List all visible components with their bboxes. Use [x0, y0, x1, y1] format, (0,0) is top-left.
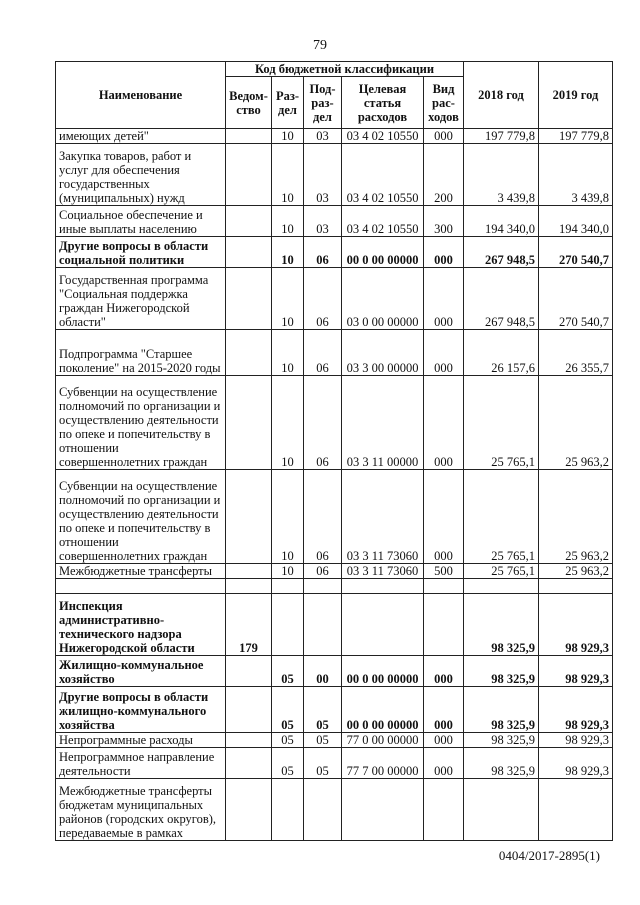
- cell-dept: [226, 779, 272, 841]
- table-body: [56, 129, 613, 841]
- cell-sec: 05: [272, 748, 304, 779]
- cell-sec: 10: [272, 470, 304, 564]
- table-row: [56, 656, 613, 687]
- cell-sec: 05: [272, 687, 304, 733]
- cell-dept: [226, 330, 272, 376]
- cell-y2019: 98 929,3: [539, 594, 613, 656]
- cell-sec: 10: [272, 237, 304, 268]
- document-code: 0404/2017-2895(1): [498, 848, 600, 863]
- cell-sec: [272, 579, 304, 594]
- cell-type: [424, 779, 464, 841]
- cell-type: 000: [424, 748, 464, 779]
- cell-dept: [226, 733, 272, 748]
- cell-sub: 06: [304, 564, 342, 579]
- col-header-name: Наименование: [56, 62, 226, 129]
- cell-y2018: 98 325,9: [464, 748, 539, 779]
- cell-type: [424, 579, 464, 594]
- cell-target: 03 3 00 00000: [342, 330, 424, 376]
- cell-y2019: [539, 779, 613, 841]
- cell-sub: 06: [304, 330, 342, 376]
- cell-sec: [272, 779, 304, 841]
- cell-y2018: [464, 579, 539, 594]
- table-row: [56, 470, 613, 564]
- cell-sec: 10: [272, 129, 304, 144]
- table-row: [56, 206, 613, 237]
- cell-sub: 05: [304, 687, 342, 733]
- cell-y2019: 98 929,3: [539, 687, 613, 733]
- cell-name: Подпрограмма "Старшее поколение" на 2015-2020 годы: [56, 330, 226, 376]
- cell-sub: 06: [304, 376, 342, 470]
- table-row: [56, 376, 613, 470]
- cell-name: Другие вопросы в области социальной политики: [56, 237, 226, 268]
- table-row: [56, 129, 613, 144]
- cell-type: [424, 594, 464, 656]
- col-header-dept: Ведом- ство: [226, 77, 272, 129]
- cell-y2018: 26 157,6: [464, 330, 539, 376]
- table-row: [56, 579, 613, 594]
- cell-y2019: 26 355,7: [539, 330, 613, 376]
- cell-name: Межбюджетные трансферты: [56, 564, 226, 579]
- cell-sub: 05: [304, 733, 342, 748]
- cell-type: 000: [424, 376, 464, 470]
- cell-dept: [226, 656, 272, 687]
- cell-y2019: 25 963,2: [539, 376, 613, 470]
- cell-dept: [226, 144, 272, 206]
- cell-dept: [226, 376, 272, 470]
- col-header-exp-type: Вид рас- ходов: [424, 77, 464, 129]
- cell-target: 03 0 00 00000: [342, 268, 424, 330]
- cell-target: 00 0 00 00000: [342, 656, 424, 687]
- cell-y2019: [539, 579, 613, 594]
- cell-type: 000: [424, 656, 464, 687]
- col-header-code-group: Код бюджетной классификации: [226, 62, 464, 77]
- cell-y2018: 267 948,5: [464, 268, 539, 330]
- cell-y2018: 25 765,1: [464, 564, 539, 579]
- cell-y2018: 25 765,1: [464, 376, 539, 470]
- cell-target: 03 4 02 10550: [342, 144, 424, 206]
- cell-sec: 10: [272, 376, 304, 470]
- cell-y2019: 98 929,3: [539, 656, 613, 687]
- cell-dept: [226, 748, 272, 779]
- cell-y2019: 98 929,3: [539, 733, 613, 748]
- table-row: [56, 779, 613, 841]
- cell-type: 000: [424, 687, 464, 733]
- table-row: [56, 237, 613, 268]
- budget-table: [55, 61, 613, 841]
- cell-sub: 06: [304, 268, 342, 330]
- col-header-2018: 2018 год: [464, 62, 539, 129]
- cell-sec: [272, 594, 304, 656]
- table-row: [56, 687, 613, 733]
- cell-dept: [226, 564, 272, 579]
- cell-y2019: 270 540,7: [539, 237, 613, 268]
- cell-sec: 10: [272, 330, 304, 376]
- cell-sec: 10: [272, 268, 304, 330]
- cell-sub: [304, 594, 342, 656]
- cell-type: 500: [424, 564, 464, 579]
- cell-name: Закупка товаров, работ и услуг для обеспечения государственных (муниципальных) нужд: [56, 144, 226, 206]
- cell-sub: 00: [304, 656, 342, 687]
- cell-dept: [226, 687, 272, 733]
- cell-sec: 05: [272, 733, 304, 748]
- cell-target: 00 0 00 00000: [342, 687, 424, 733]
- cell-name: Межбюджетные трансферты бюджетам муниципальных районов (городских округов), передаваемые в рамках: [56, 779, 226, 841]
- cell-name: Другие вопросы в области жилищно-коммунального хозяйства: [56, 687, 226, 733]
- col-header-2019: 2019 год: [539, 62, 613, 129]
- cell-name: Непрограммные расходы: [56, 733, 226, 748]
- cell-dept: [226, 268, 272, 330]
- cell-y2018: 25 765,1: [464, 470, 539, 564]
- cell-dept: [226, 579, 272, 594]
- cell-y2019: 3 439,8: [539, 144, 613, 206]
- cell-target: 77 0 00 00000: [342, 733, 424, 748]
- cell-type: 300: [424, 206, 464, 237]
- cell-type: 000: [424, 470, 464, 564]
- cell-sub: 03: [304, 144, 342, 206]
- cell-name: Жилищно-коммунальное хозяйство: [56, 656, 226, 687]
- cell-sec: 10: [272, 564, 304, 579]
- cell-y2019: 98 929,3: [539, 748, 613, 779]
- cell-y2019: 197 779,8: [539, 129, 613, 144]
- cell-sub: 03: [304, 206, 342, 237]
- cell-name: Социальное обеспечение и иные выплаты населению: [56, 206, 226, 237]
- cell-sub: 03: [304, 129, 342, 144]
- cell-name: [56, 579, 226, 594]
- cell-y2018: 98 325,9: [464, 594, 539, 656]
- col-header-target: Целевая статья расходов: [342, 77, 424, 129]
- cell-type: 000: [424, 733, 464, 748]
- cell-y2018: [464, 779, 539, 841]
- cell-sub: [304, 779, 342, 841]
- cell-target: 00 0 00 00000: [342, 237, 424, 268]
- cell-target: [342, 579, 424, 594]
- cell-sub: 06: [304, 237, 342, 268]
- table-row: [56, 144, 613, 206]
- cell-y2018: 98 325,9: [464, 687, 539, 733]
- cell-target: 77 7 00 00000: [342, 748, 424, 779]
- cell-y2019: 194 340,0: [539, 206, 613, 237]
- cell-y2018: 194 340,0: [464, 206, 539, 237]
- cell-dept: [226, 129, 272, 144]
- cell-sec: 10: [272, 144, 304, 206]
- cell-dept: [226, 470, 272, 564]
- cell-target: [342, 594, 424, 656]
- cell-type: 000: [424, 129, 464, 144]
- cell-type: 000: [424, 237, 464, 268]
- cell-target: 03 3 11 73060: [342, 470, 424, 564]
- table-row: [56, 733, 613, 748]
- cell-target: 03 3 11 00000: [342, 376, 424, 470]
- page-number: 79: [313, 38, 327, 53]
- cell-dept: 179: [226, 594, 272, 656]
- cell-type: 200: [424, 144, 464, 206]
- table-row: [56, 594, 613, 656]
- cell-dept: [226, 237, 272, 268]
- cell-type: 000: [424, 268, 464, 330]
- table-row: [56, 330, 613, 376]
- cell-y2018: 98 325,9: [464, 733, 539, 748]
- cell-y2018: 197 779,8: [464, 129, 539, 144]
- cell-y2018: 98 325,9: [464, 656, 539, 687]
- col-header-section: Раз- дел: [272, 77, 304, 129]
- cell-name: Непрограммное направление деятельности: [56, 748, 226, 779]
- cell-y2018: 3 439,8: [464, 144, 539, 206]
- cell-name: Субвенции на осуществление полномочий по организации и осуществлению деятельности по опеке и попечительству в отношении совершеннолетних граждан: [56, 376, 226, 470]
- cell-sub: 06: [304, 470, 342, 564]
- cell-sec: 10: [272, 206, 304, 237]
- cell-name: Субвенции на осуществление полномочий по организации и осуществлению деятельности по опеке и попечительству в отношении совершеннолетних граждан: [56, 470, 226, 564]
- cell-dept: [226, 206, 272, 237]
- cell-y2019: 25 963,2: [539, 564, 613, 579]
- cell-sub: 05: [304, 748, 342, 779]
- cell-target: [342, 779, 424, 841]
- cell-target: 03 4 02 10550: [342, 206, 424, 237]
- cell-type: 000: [424, 330, 464, 376]
- cell-sec: 05: [272, 656, 304, 687]
- cell-name: имеющих детей": [56, 129, 226, 144]
- cell-y2018: 267 948,5: [464, 237, 539, 268]
- cell-name: Инспекция административно-технического надзора Нижегородской области: [56, 594, 226, 656]
- table-row: [56, 748, 613, 779]
- table-row: [56, 564, 613, 579]
- col-header-subsection: Под- раз- дел: [304, 77, 342, 129]
- cell-target: 03 3 11 73060: [342, 564, 424, 579]
- cell-target: 03 4 02 10550: [342, 129, 424, 144]
- cell-y2019: 270 540,7: [539, 268, 613, 330]
- cell-sub: [304, 579, 342, 594]
- cell-y2019: 25 963,2: [539, 470, 613, 564]
- cell-name: Государственная программа "Социальная поддержка граждан Нижегородской области": [56, 268, 226, 330]
- table-row: [56, 268, 613, 330]
